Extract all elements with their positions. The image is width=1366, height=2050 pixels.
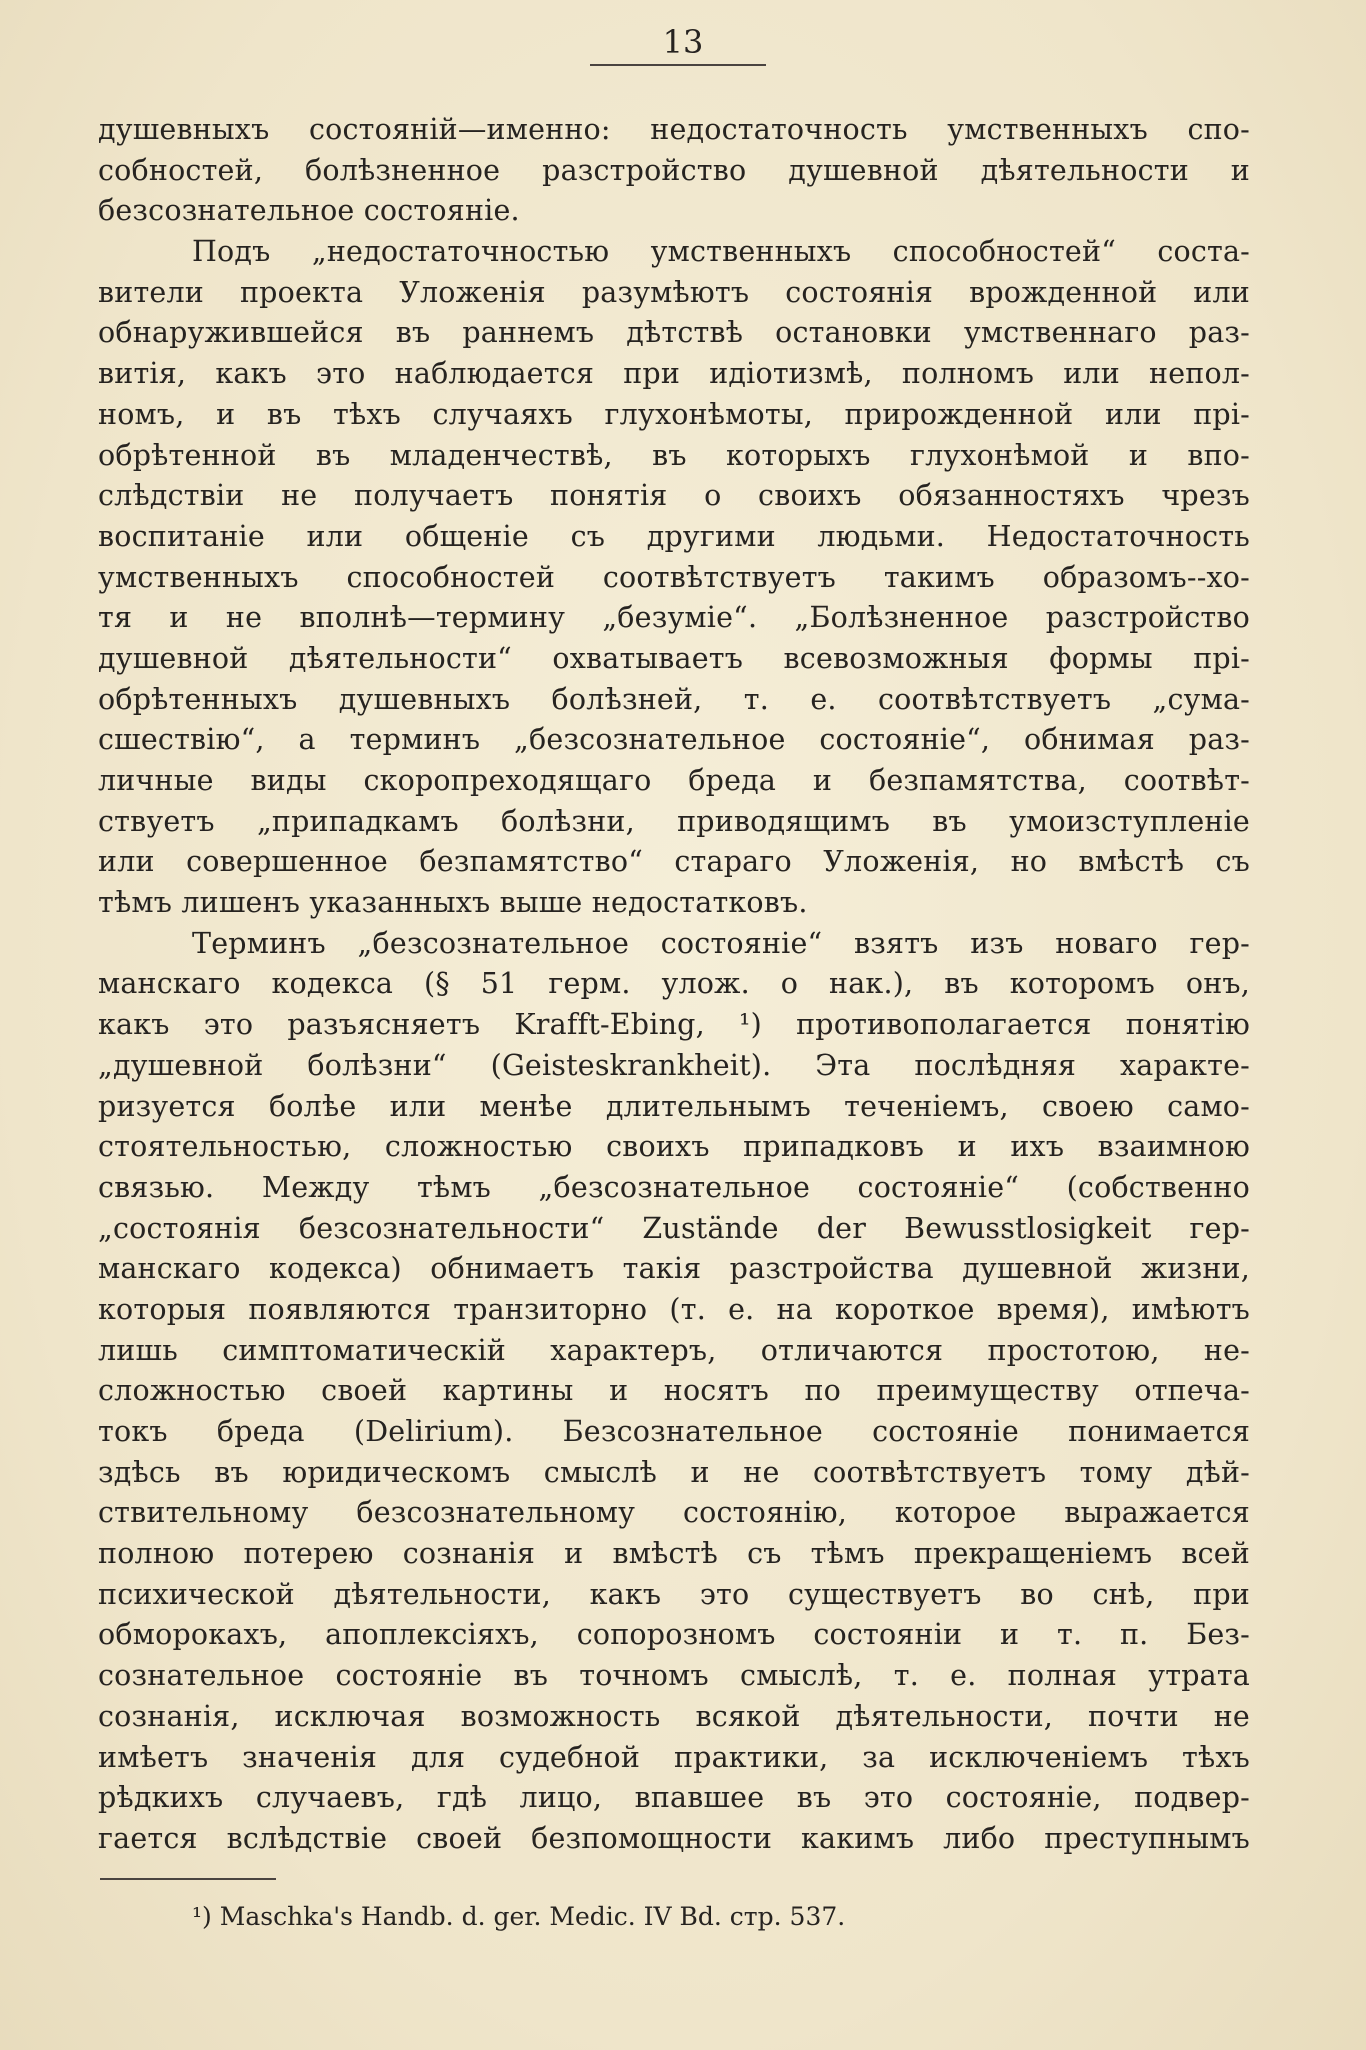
text-line: манскаго кодекса (§ 51 герм. улож. о нак.), въ которомъ онъ, — [98, 967, 1250, 1001]
text-line: умственныхъ способностей соотвѣтствуетъ такимъ образомъ--хо- — [98, 560, 1250, 594]
text-line: гается вслѣдствіе своей безпомощности какимъ либо преступнымъ — [98, 1821, 1250, 1855]
text-line: имѣетъ значенія для судебной практики, за исключеніемъ тѣхъ — [98, 1740, 1250, 1774]
text-line: номъ, и въ тѣхъ случаяхъ глухонѣмоты, прирожденной или прі- — [98, 397, 1250, 431]
text-line: обнаружившейся въ раннемъ дѣтствѣ остановки умственнаго раз- — [98, 316, 1250, 350]
text-line: стоятельностью, сложностью своихъ припадковъ и ихъ взаимною — [98, 1130, 1250, 1164]
text-line: Подъ „недостаточностью умственныхъ способностей“ соста- — [192, 235, 1250, 269]
text-line: связью. Между тѣмъ „безсознательное состояніе“ (собственно — [98, 1170, 1250, 1204]
text-line: рѣдкихъ случаевъ, гдѣ лицо, впавшее въ это состояніе, подвер- — [98, 1781, 1250, 1815]
text-line: полною потерею сознанія и вмѣстѣ съ тѣмъ прекращеніемъ всей — [98, 1537, 1250, 1571]
text-line: здѣсь въ юридическомъ смыслѣ и не соотвѣтствуетъ тому дѣй- — [98, 1455, 1250, 1489]
text-line: которыя появляются транзиторно (т. е. на короткое время), имѣютъ — [98, 1292, 1250, 1326]
text-line: сложностью своей картины и носятъ по преимуществу отпеча- — [98, 1374, 1250, 1408]
footnote-marker: ¹) — [192, 1902, 212, 1931]
text-line: Терминъ „безсознательное состояніе“ взятъ изъ новаго гер- — [192, 926, 1250, 960]
text-line: обрѣтенной въ младенчествѣ, въ которыхъ глухонѣмой и впо- — [98, 438, 1250, 472]
text-line: безсознательное состояніе. — [98, 194, 520, 228]
text-line: „душевной болѣзни“ (Geisteskrankheit). Эта послѣдняя характе- — [98, 1048, 1250, 1082]
footnote — [192, 1900, 845, 1934]
footnote-text: Maschka's Handb. d. ger. Medic. IV Bd. стр. 537. — [219, 1902, 846, 1931]
text-line: душевной дѣятельности“ охватываетъ всевозможныя формы прі- — [98, 641, 1250, 675]
text-line: собностей, болѣзненное разстройство душевной дѣятельности и — [98, 153, 1250, 187]
text-line: душевныхъ состояній—именно: недостаточность умственныхъ спо- — [98, 113, 1250, 146]
text-line: слѣдствіи не получаетъ понятія о своихъ обязанностяхъ чрезъ — [98, 479, 1250, 513]
text-line: ризуется болѣе или менѣе длительнымъ теченіемъ, своею само- — [98, 1089, 1250, 1123]
text-line: личные виды скоропреходящаго бреда и безпамятства, соотвѣт- — [98, 764, 1250, 797]
text-line: ствуетъ „припадкамъ болѣзни, приводящимъ въ умоизступленіе — [98, 804, 1250, 838]
text-line: тѣмъ лишенъ указанныхъ выше недостатковъ. — [98, 886, 808, 920]
text-line: лишь симптоматическій характеръ, отличаются простотою, не- — [98, 1333, 1250, 1367]
page-number: 13 — [662, 23, 704, 61]
text-line: или совершенное безпамятство“ стараго Уложенія, но вмѣстѣ съ — [98, 845, 1250, 879]
body-text — [98, 110, 1250, 1860]
text-line: тя и не вполнѣ—термину „безуміе“. „Болѣзненное разстройство — [98, 601, 1250, 635]
text-line: „состоянія безсознательности“ Zustände der Bewusstlosigkeit гер- — [98, 1211, 1250, 1245]
text-line: ствительному безсознательному состоянію, которое выражается — [98, 1496, 1250, 1530]
footnote-rule — [100, 1878, 276, 1880]
text-line: вители проекта Уложенія разумѣютъ состоянія врожденной или — [98, 275, 1250, 309]
text-line: манскаго кодекса) обнимаетъ такія разстройства душевной жизни, — [98, 1252, 1250, 1286]
text-line: какъ это разъясняетъ Krafft-Ebing, ¹) противополагается понятію — [98, 1008, 1250, 1042]
text-line: психической дѣятельности, какъ это существуетъ во снѣ, при — [98, 1577, 1250, 1611]
text-line: сшествію“, а терминъ „безсознательное состояніе“, обнимая раз- — [98, 723, 1250, 757]
text-line: токъ бреда (Delirium). Безсознательное состояніе понимается — [98, 1415, 1250, 1448]
header-rule — [590, 64, 766, 66]
text-line: сознательное состояніе въ точномъ смыслѣ, т. е. полная утрата — [98, 1659, 1250, 1693]
text-line: воспитаніе или общеніе съ другими людьми. Недостаточность — [98, 519, 1250, 553]
text-line: витія, какъ это наблюдается при идіотизмѣ, полномъ или непол- — [98, 357, 1250, 391]
text-line: сознанія, исключая возможность всякой дѣятельности, почти не — [98, 1699, 1250, 1733]
text-line: обморокахъ, апоплексіяхъ, сопорозномъ состояніи и т. п. Без- — [98, 1618, 1250, 1652]
text-line: обрѣтенныхъ душевныхъ болѣзней, т. е. соотвѣтствуетъ „сума- — [98, 682, 1250, 716]
